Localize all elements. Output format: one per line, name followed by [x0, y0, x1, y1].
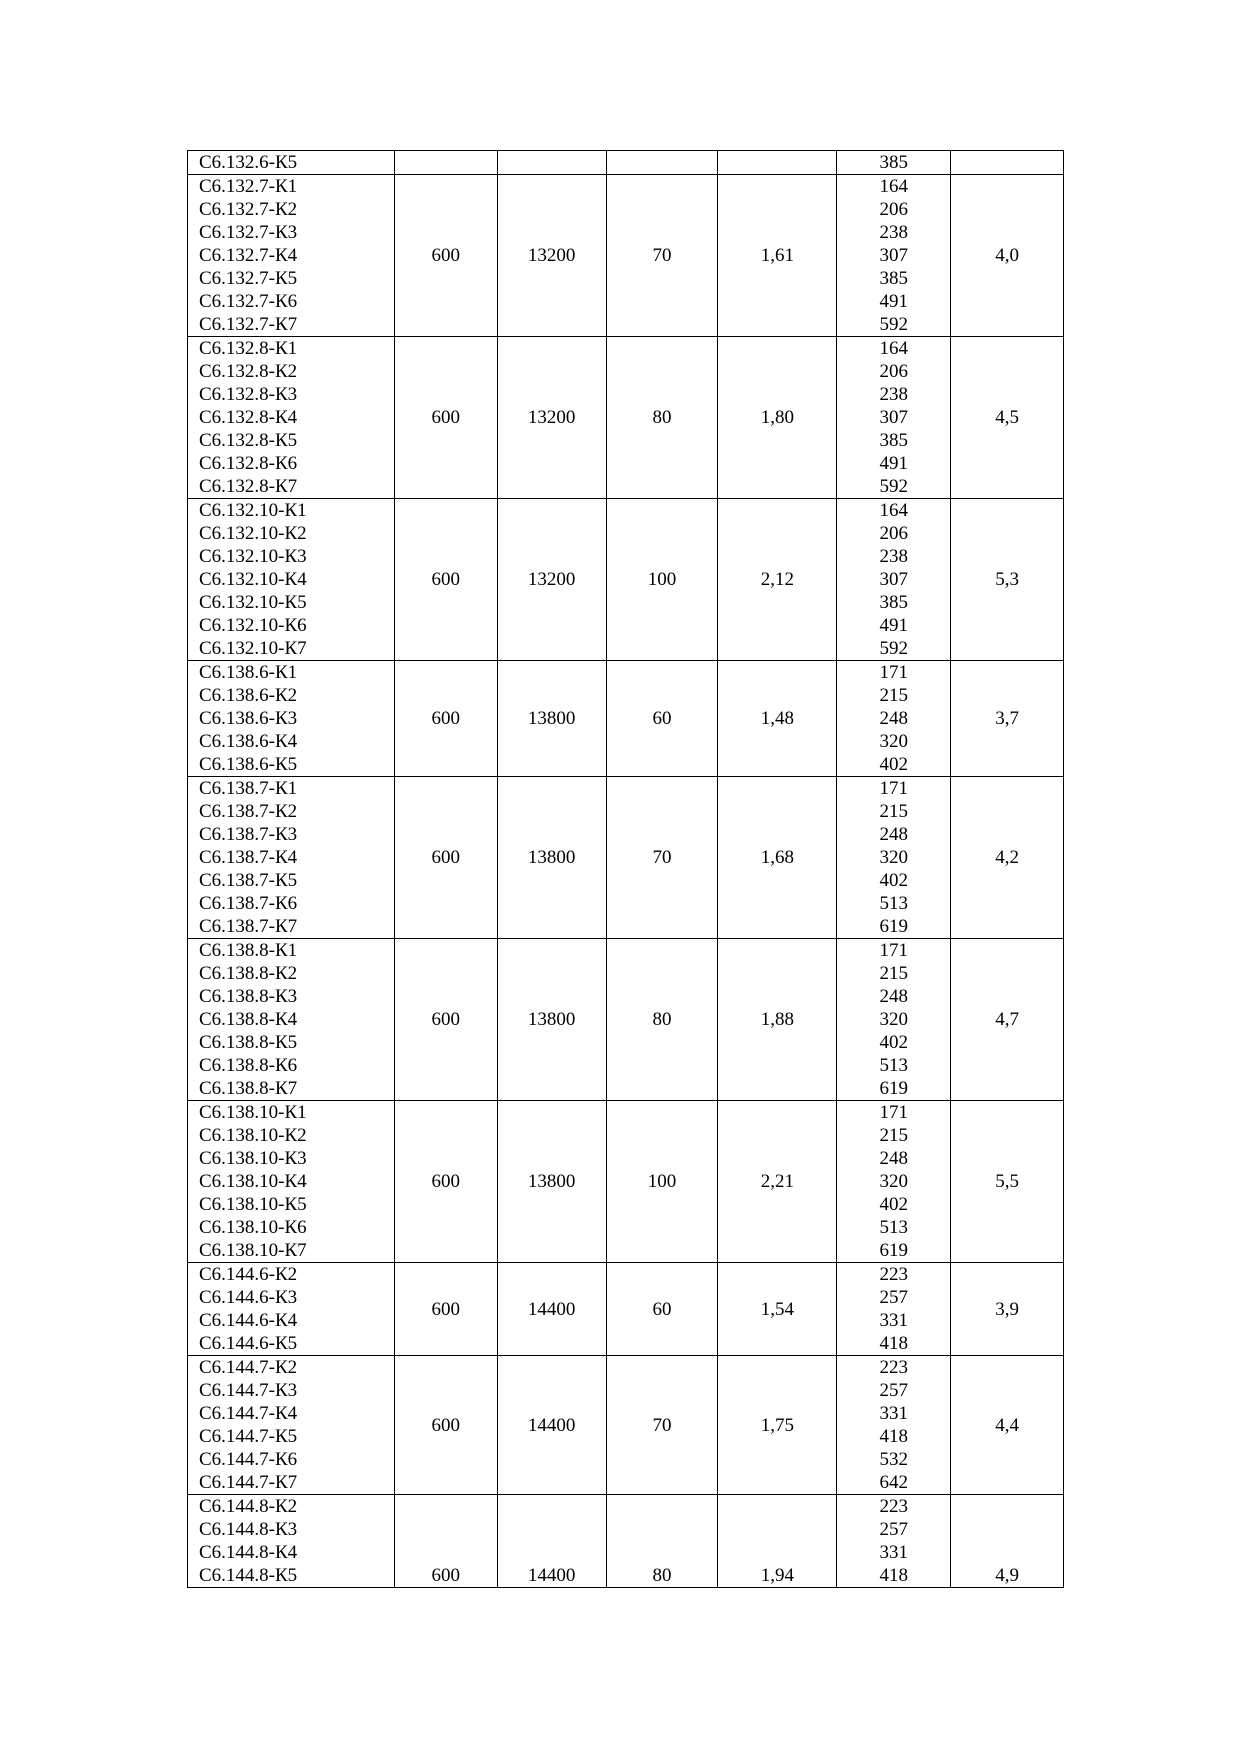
mark-label: С6.138.7-К6: [199, 893, 298, 914]
mark-label: С6.138.7-К4: [199, 847, 298, 868]
load-value: 257: [879, 1519, 908, 1540]
table-row: [188, 1263, 1064, 1356]
load-cell: [837, 1263, 951, 1356]
height-cell: 70: [606, 175, 718, 337]
mark-label: С6.144.8-К2: [199, 1496, 298, 1517]
mark-cell: [188, 1495, 395, 1588]
mass-cell: 4,9: [951, 1495, 1064, 1588]
volume-cell: [718, 151, 837, 175]
load-value: 619: [879, 1078, 908, 1099]
mark-cell: [188, 1356, 395, 1495]
mark-label: С6.138.8-К6: [199, 1055, 298, 1076]
mass-cell: 5,5: [951, 1101, 1064, 1263]
mass-cell: 4,5: [951, 337, 1064, 499]
mark-cell: [188, 939, 395, 1101]
mark-label: С6.138.10-К3: [199, 1148, 307, 1169]
load-value: 402: [879, 1194, 908, 1215]
load-value: 223: [879, 1496, 908, 1517]
table-row: [188, 777, 1064, 939]
mark-label: С6.132.8-К6: [199, 453, 298, 474]
length-cell: 13800: [497, 1101, 606, 1263]
load-value: 331: [879, 1310, 908, 1331]
mark-label: С6.132.10-К6: [199, 615, 307, 636]
mark-label: С6.144.8-К4: [199, 1542, 298, 1563]
load-value: 320: [879, 1171, 908, 1192]
length-cell: 13800: [497, 939, 606, 1101]
mark-cell: [188, 1101, 395, 1263]
mark-label: С6.132.7-К5: [199, 268, 298, 289]
load-value: 491: [879, 453, 908, 474]
mark-label: С6.144.7-К6: [199, 1449, 298, 1470]
length-cell: 13200: [497, 175, 606, 337]
length-cell: 13800: [497, 661, 606, 777]
mark-label: С6.132.8-К2: [199, 361, 298, 382]
load-value: 619: [879, 1240, 908, 1261]
mark-label: С6.132.8-К1: [199, 338, 298, 359]
load-value: 513: [879, 1055, 908, 1076]
load-value: 532: [879, 1449, 908, 1470]
volume-cell: 1,54: [718, 1263, 837, 1356]
load-value: 320: [879, 1009, 908, 1030]
mark-cell: [188, 777, 395, 939]
load-value: 418: [879, 1565, 908, 1586]
load-value: 164: [879, 176, 908, 197]
load-value: 331: [879, 1542, 908, 1563]
load-cell: [837, 499, 951, 661]
load-value: 642: [879, 1472, 908, 1493]
load-value: 385: [879, 152, 908, 173]
load-value: 215: [879, 685, 908, 706]
height-cell: 80: [606, 939, 718, 1101]
mark-label: С6.144.7-К5: [199, 1426, 298, 1447]
load-value: 215: [879, 801, 908, 822]
mass-cell: 4,0: [951, 175, 1064, 337]
mark-label: С6.132.10-К3: [199, 546, 307, 567]
length-cell: 14400: [497, 1263, 606, 1356]
load-cell: [837, 1495, 951, 1588]
mark-label: С6.138.7-К2: [199, 801, 298, 822]
load-value: 164: [879, 338, 908, 359]
load-value: 385: [879, 268, 908, 289]
mark-label: С6.132.10-К1: [199, 500, 307, 521]
mark-label: С6.138.6-К2: [199, 685, 298, 706]
mark-label: С6.138.7-К1: [199, 778, 298, 799]
mark-cell: [188, 1263, 395, 1356]
volume-cell: 1,94: [718, 1495, 837, 1588]
volume-cell: 1,88: [718, 939, 837, 1101]
mark-label: С6.144.8-К5: [199, 1565, 298, 1586]
mass-cell: 4,7: [951, 939, 1064, 1101]
mark-label: С6.138.8-К3: [199, 986, 298, 1007]
mark-label: С6.144.6-К3: [199, 1287, 298, 1308]
height-cell: 70: [606, 777, 718, 939]
load-value: 592: [879, 638, 908, 659]
volume-cell: 2,12: [718, 499, 837, 661]
mark-label: С6.144.7-К7: [199, 1472, 298, 1493]
load-value: 513: [879, 1217, 908, 1238]
load-cell: [837, 777, 951, 939]
mark-label: С6.138.10-К1: [199, 1102, 307, 1123]
load-value: 491: [879, 615, 908, 636]
height-cell: 60: [606, 661, 718, 777]
height-cell: 100: [606, 1101, 718, 1263]
mass-cell: 3,9: [951, 1263, 1064, 1356]
mass-cell: 4,2: [951, 777, 1064, 939]
mark-label: С6.138.10-К4: [199, 1171, 307, 1192]
mark-label: С6.144.8-К3: [199, 1519, 298, 1540]
mark-label: С6.144.7-К4: [199, 1403, 298, 1424]
mark-label: С6.138.7-К5: [199, 870, 298, 891]
table-row: [188, 499, 1064, 661]
load-value: 619: [879, 916, 908, 937]
mark-label: С6.132.7-К6: [199, 291, 298, 312]
load-value: 248: [879, 824, 908, 845]
load-value: 257: [879, 1287, 908, 1308]
mark-label: С6.132.6-К5: [199, 152, 298, 173]
height-cell: 60: [606, 1263, 718, 1356]
volume-cell: 2,21: [718, 1101, 837, 1263]
width-cell: 600: [394, 1495, 497, 1588]
mark-label: С6.132.8-К4: [199, 407, 298, 428]
length-cell: 14400: [497, 1356, 606, 1495]
load-value: 248: [879, 986, 908, 1007]
mark-label: С6.132.7-К4: [199, 245, 298, 266]
table-row: [188, 175, 1064, 337]
mark-cell: [188, 337, 395, 499]
mark-label: С6.144.7-К2: [199, 1357, 298, 1378]
mark-label: С6.138.6-К3: [199, 708, 298, 729]
mark-label: С6.138.6-К1: [199, 662, 298, 683]
width-cell: 600: [394, 777, 497, 939]
width-cell: 600: [394, 939, 497, 1101]
mark-label: С6.132.8-К5: [199, 430, 298, 451]
load-value: 248: [879, 1148, 908, 1169]
mass-cell: 5,3: [951, 499, 1064, 661]
width-cell: 600: [394, 337, 497, 499]
load-value: 223: [879, 1264, 908, 1285]
mark-label: С6.138.10-К2: [199, 1125, 307, 1146]
load-value: 418: [879, 1333, 908, 1354]
load-value: 257: [879, 1380, 908, 1401]
load-value: 307: [879, 245, 908, 266]
mark-label: С6.138.8-К1: [199, 940, 298, 961]
mark-label: С6.138.8-К5: [199, 1032, 298, 1053]
load-value: 385: [879, 592, 908, 613]
mark-label: С6.144.6-К2: [199, 1264, 298, 1285]
mark-label: С6.138.10-К6: [199, 1217, 307, 1238]
width-cell: 600: [394, 1356, 497, 1495]
mark-label: С6.132.10-К4: [199, 569, 307, 590]
load-cell: [837, 1356, 951, 1495]
mark-label: С6.132.8-К7: [199, 476, 298, 497]
table-row: [188, 1101, 1064, 1263]
width-cell: 600: [394, 1263, 497, 1356]
load-value: 307: [879, 407, 908, 428]
load-value: 171: [879, 662, 908, 683]
length-cell: 14400: [497, 1495, 606, 1588]
length-cell: 13800: [497, 777, 606, 939]
load-value: 215: [879, 963, 908, 984]
load-value: 171: [879, 778, 908, 799]
mark-label: С6.132.10-К2: [199, 523, 307, 544]
load-value: 402: [879, 1032, 908, 1053]
width-cell: [394, 151, 497, 175]
mark-cell: [188, 151, 395, 175]
load-value: 206: [879, 199, 908, 220]
load-value: 223: [879, 1357, 908, 1378]
mark-cell: [188, 499, 395, 661]
table-row: [188, 1495, 1064, 1588]
load-value: 171: [879, 940, 908, 961]
load-value: 171: [879, 1102, 908, 1123]
mass-cell: [951, 151, 1064, 175]
mark-label: С6.138.7-К7: [199, 916, 298, 937]
table-row: [188, 1356, 1064, 1495]
mark-label: С6.138.8-К7: [199, 1078, 298, 1099]
load-value: 331: [879, 1403, 908, 1424]
load-cell: [837, 939, 951, 1101]
load-value: 320: [879, 847, 908, 868]
mark-label: С6.132.8-К3: [199, 384, 298, 405]
load-value: 418: [879, 1426, 908, 1447]
load-value: 206: [879, 523, 908, 544]
spec-table: [187, 150, 1064, 1588]
mark-label: С6.138.8-К2: [199, 963, 298, 984]
load-value: 248: [879, 708, 908, 729]
load-value: 215: [879, 1125, 908, 1146]
mark-label: С6.138.8-К4: [199, 1009, 298, 1030]
table-row: [188, 939, 1064, 1101]
load-value: 238: [879, 222, 908, 243]
load-value: 402: [879, 754, 908, 775]
load-value: 402: [879, 870, 908, 891]
load-value: 592: [879, 314, 908, 335]
load-value: 491: [879, 291, 908, 312]
volume-cell: 1,48: [718, 661, 837, 777]
mass-cell: 3,7: [951, 661, 1064, 777]
mark-label: С6.138.10-К5: [199, 1194, 307, 1215]
load-value: 307: [879, 569, 908, 590]
table-row: [188, 337, 1064, 499]
mark-label: С6.144.7-К3: [199, 1380, 298, 1401]
volume-cell: 1,75: [718, 1356, 837, 1495]
mark-label: С6.132.7-К3: [199, 222, 298, 243]
load-value: 206: [879, 361, 908, 382]
mark-cell: [188, 175, 395, 337]
mark-label: С6.144.6-К5: [199, 1333, 298, 1354]
load-value: 592: [879, 476, 908, 497]
table-row: [188, 661, 1064, 777]
table-row: [188, 151, 1064, 175]
mark-label: С6.132.10-К7: [199, 638, 307, 659]
mark-label: С6.138.7-К3: [199, 824, 298, 845]
mark-label: С6.132.10-К5: [199, 592, 307, 613]
mass-cell: 4,4: [951, 1356, 1064, 1495]
load-value: 238: [879, 384, 908, 405]
width-cell: 600: [394, 175, 497, 337]
height-cell: 100: [606, 499, 718, 661]
volume-cell: 1,61: [718, 175, 837, 337]
mark-label: С6.138.6-К5: [199, 754, 298, 775]
load-value: 320: [879, 731, 908, 752]
load-value: 164: [879, 500, 908, 521]
mark-cell: [188, 661, 395, 777]
table-body: [188, 151, 1064, 1588]
width-cell: 600: [394, 1101, 497, 1263]
load-cell: [837, 151, 951, 175]
load-value: 513: [879, 893, 908, 914]
mark-label: С6.132.7-К2: [199, 199, 298, 220]
width-cell: 600: [394, 661, 497, 777]
mark-label: С6.138.10-К7: [199, 1240, 307, 1261]
load-cell: [837, 337, 951, 499]
mark-label: С6.132.7-К7: [199, 314, 298, 335]
length-cell: 13200: [497, 337, 606, 499]
load-cell: [837, 661, 951, 777]
width-cell: 600: [394, 499, 497, 661]
length-cell: [497, 151, 606, 175]
mark-label: С6.144.6-К4: [199, 1310, 298, 1331]
mark-label: С6.132.7-К1: [199, 176, 298, 197]
load-value: 238: [879, 546, 908, 567]
height-cell: [606, 151, 718, 175]
volume-cell: 1,68: [718, 777, 837, 939]
volume-cell: 1,80: [718, 337, 837, 499]
load-cell: [837, 175, 951, 337]
height-cell: 80: [606, 1495, 718, 1588]
load-value: 385: [879, 430, 908, 451]
load-cell: [837, 1101, 951, 1263]
height-cell: 80: [606, 337, 718, 499]
mark-label: С6.138.6-К4: [199, 731, 298, 752]
height-cell: 70: [606, 1356, 718, 1495]
length-cell: 13200: [497, 499, 606, 661]
